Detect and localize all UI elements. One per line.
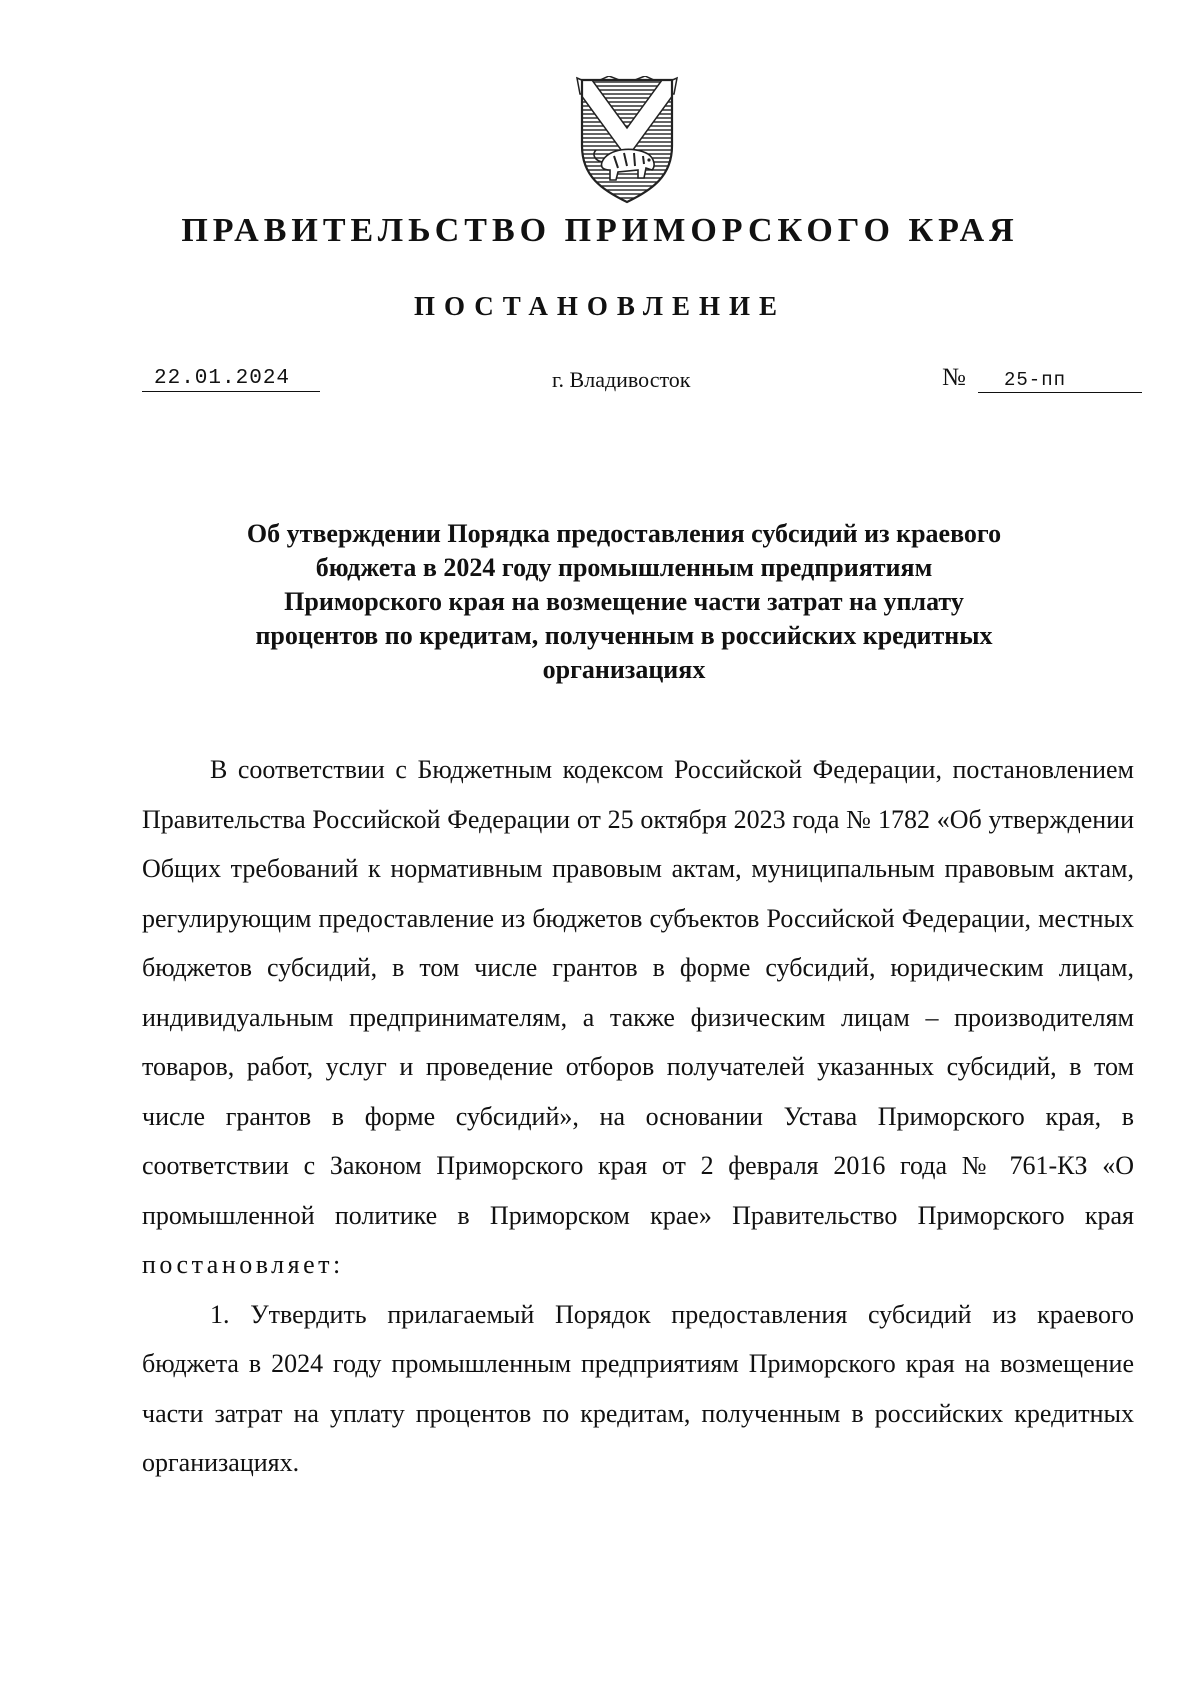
primorsky-krai-coat-of-arms-icon: [574, 76, 680, 206]
document-body: [142, 745, 1134, 1488]
document-heading: Об утверждении Порядка предоставления субсидий из краевого бюджета в 2024 году промышленным предприятиям Приморского края на возмещение части затрат на уплату процентов по кредитам, полученным в российских кредитных организациях: [246, 519, 1002, 684]
resolution-item-1: 1. Утвердить прилагаемый Порядок предоставления субсидий из краевого бюджета в 2024 году промышленным предприятиям Приморского края на возмещение части затрат на уплату процентов по кредитам, полученным в российских кредитных организациях.: [142, 1299, 1134, 1477]
document-number: 25-пп: [978, 369, 1142, 393]
preamble-paragraph: [142, 745, 1134, 1290]
document-date: 22.01.2024: [142, 367, 320, 392]
number-sign: №: [942, 364, 966, 391]
resolves-word: постановляет:: [142, 1250, 344, 1279]
organization-title: ПРАВИТЕЛЬСТВО ПРИМОРСКОГО КРАЯ: [181, 212, 1019, 249]
document-city: г. Владивосток: [552, 367, 691, 392]
document-type: ПОСТАНОВЛЕНИЕ: [413, 291, 787, 321]
preamble-text: В соответствии с Бюджетным кодексом Российской Федерации, постановлением Правительства Российской Федерации от 25 октября 2023 года № 1782 «Об утверждении Общих требований к нормативным правовым актам, муниципальным правовым актам, регулирующим предоставление из бюджетов субъектов Российской Федерации, местных бюджетов субсидий, в том числе грантов в форме субсидий, юридическим лицам, индивидуальным предпринимателям, а также физическим лицам – производителям товаров, работ, услуг и проведение отборов получателей указанных субсидий, в том числе грантов в форме субсидий», на основании Устава Приморского края, в соответствии с Законом Приморского края от 2 февраля 2016 года № 761-КЗ «О промышленной политике в Приморском крае» Правительство Приморского края: [142, 755, 1134, 1230]
